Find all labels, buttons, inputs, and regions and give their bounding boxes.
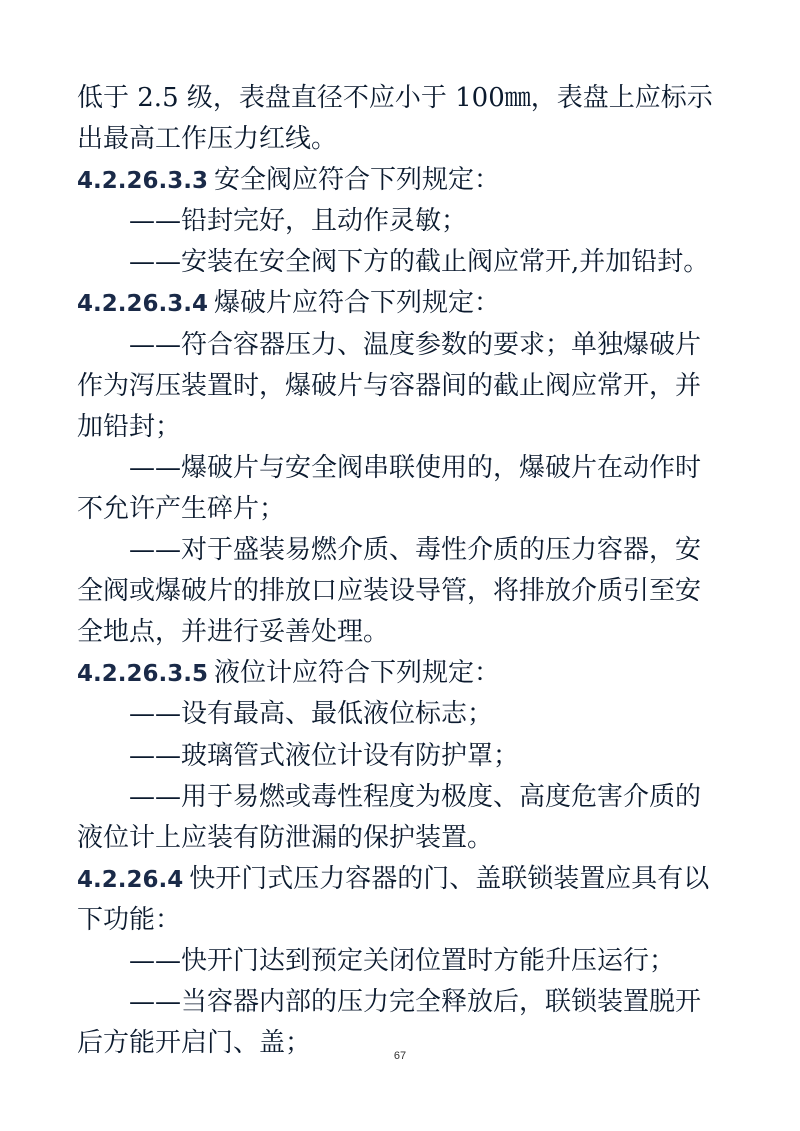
clause-number: 4.2.26.3.4 <box>77 291 208 318</box>
line-text: ——安装在安全阀下方的截止阀应常开,并加铅封。 <box>129 247 710 278</box>
line-text: ——爆破片与安全阀串联使用的，爆破片在动作时 <box>129 452 702 483</box>
line-text: 安全阀应符合下列规定： <box>213 165 500 196</box>
line-text: 低于 2.5 级，表盘直径不应小于 100㎜，表盘上应标示 <box>77 83 713 113</box>
page-number: 67 <box>393 1050 407 1062</box>
line-text: ——铅封完好，且动作灵敏； <box>129 206 468 237</box>
line-text: ——当容器内部的压力完全释放后，联锁装置脱开 <box>129 987 702 1018</box>
text-line <box>77 571 729 612</box>
line-text: ——快开门达到预定关闭位置时方能升压运行； <box>129 945 676 976</box>
text-line <box>77 818 729 859</box>
line-text: 全地点，并进行妥善处理。 <box>77 617 390 648</box>
clause-heading-line <box>77 160 729 201</box>
text-line <box>77 530 729 571</box>
clause-number: 4.2.26.4 <box>77 866 184 893</box>
line-text: 后方能开启门、盖； <box>77 1028 312 1059</box>
line-text: 下功能： <box>77 904 182 935</box>
line-text: 全阀或爆破片的排放口应装设导管，将排放介质引至安 <box>77 576 702 607</box>
clause-heading-line <box>77 283 729 324</box>
text-line <box>77 325 729 366</box>
text-line <box>77 900 729 941</box>
text-line <box>77 78 729 119</box>
text-line <box>77 242 729 283</box>
line-text: 加铅封； <box>77 411 182 442</box>
text-line <box>77 201 729 242</box>
line-text: ——设有最高、最低液位标志； <box>129 699 494 730</box>
line-text: ——玻璃管式液位计设有防护罩； <box>129 740 520 771</box>
text-line <box>77 119 729 160</box>
text-line <box>77 777 729 818</box>
line-text: 液位计上应装有防泄漏的保护装置。 <box>77 822 494 853</box>
text-line <box>77 407 729 448</box>
text-line <box>77 982 729 1023</box>
text-line <box>77 736 729 777</box>
clause-heading-line <box>77 859 729 900</box>
clause-number: 4.2.26.3.3 <box>77 168 208 195</box>
text-line <box>77 941 729 982</box>
line-text: 出最高工作压力红线。 <box>77 124 338 155</box>
document-body <box>77 78 729 1064</box>
clause-heading-line <box>77 653 729 694</box>
text-line <box>77 612 729 653</box>
text-line <box>77 489 729 530</box>
text-line <box>77 366 729 407</box>
clause-number: 4.2.26.3.5 <box>77 661 208 688</box>
line-text: 液位计应符合下列规定： <box>213 658 500 689</box>
line-text: 爆破片应符合下列规定： <box>213 288 500 319</box>
line-text: 作为泻压装置时，爆破片与容器间的截止阀应常开，并 <box>77 370 702 401</box>
line-text: 不允许产生碎片； <box>77 493 286 524</box>
line-text: 快开门式压力容器的门、盖联锁装置应具有以 <box>189 863 710 894</box>
line-text: ——用于易燃或毒性程度为极度、高度危害介质的 <box>129 781 702 812</box>
text-line <box>77 694 729 735</box>
line-text: ——对于盛装易燃介质、毒性介质的压力容器，安 <box>129 535 702 566</box>
text-line <box>77 448 729 489</box>
line-text: ——符合容器压力、温度参数的要求；单独爆破片 <box>129 329 702 360</box>
